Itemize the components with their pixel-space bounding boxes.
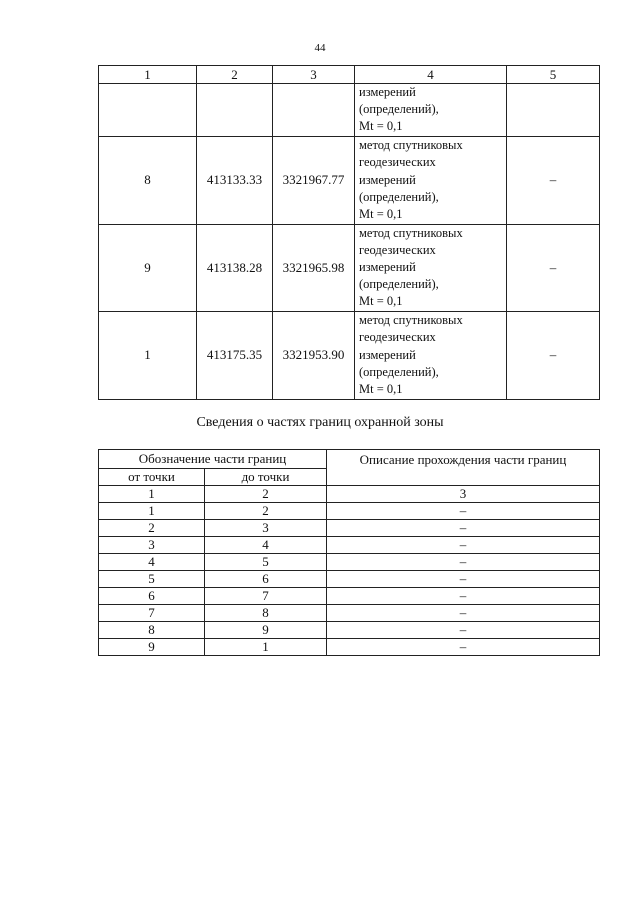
parts-header-row xyxy=(99,450,600,469)
x-cell: 413133.33 xyxy=(197,136,273,224)
column-header: 1 xyxy=(99,66,197,84)
table-row: 9 1 – xyxy=(99,639,600,656)
method-cell: метод спутниковых геодезических измерений (определений), Mt = 0,1 xyxy=(355,224,507,311)
section-title: Сведения о частях границ охранной зоны xyxy=(196,415,444,430)
note-cell: – xyxy=(507,136,600,224)
table-row: 3 4 – xyxy=(99,537,600,554)
table-row xyxy=(99,84,600,137)
y-cell: 3321965.98 xyxy=(273,224,355,311)
method-cell: метод спутниковых геодезических измерений (определений), Mt = 0,1 xyxy=(355,136,507,224)
table-row: 6 7 – xyxy=(99,588,600,605)
column-header: 4 xyxy=(355,66,507,84)
to-point-header: до точки xyxy=(205,469,327,486)
method-cell: метод спутниковых геодезических измерений (определений), Mt = 0,1 xyxy=(355,311,507,399)
index-row: 1 2 3 xyxy=(99,486,600,503)
table-row: 5 6 – xyxy=(99,571,600,588)
table-row: 1 2 – xyxy=(99,503,600,520)
table-row: 4 5 – xyxy=(99,554,600,571)
point-cell: 1 xyxy=(99,311,197,399)
table-row xyxy=(99,311,600,399)
note-cell: – xyxy=(507,224,600,311)
method-cell: измерений (определений), Mt = 0,1 xyxy=(355,84,507,137)
designation-header: Обозначение части границ xyxy=(99,450,327,469)
boundary-parts-table xyxy=(98,449,600,656)
table-row: 7 8 – xyxy=(99,605,600,622)
y-cell: 3321967.77 xyxy=(273,136,355,224)
point-cell: 9 xyxy=(99,224,197,311)
description-header: Описание прохождения части границ xyxy=(327,450,600,486)
note-cell: – xyxy=(507,311,600,399)
table-row xyxy=(99,224,600,311)
coordinates-table xyxy=(98,65,600,400)
y-cell: 3321953.90 xyxy=(273,311,355,399)
column-header: 2 xyxy=(197,66,273,84)
table-row: 8 9 – xyxy=(99,622,600,639)
table-row: 2 3 – xyxy=(99,520,600,537)
point-cell: 8 xyxy=(99,136,197,224)
coordinates-header-row xyxy=(99,66,600,84)
table-row xyxy=(99,136,600,224)
column-header: 5 xyxy=(507,66,600,84)
x-cell: 413175.35 xyxy=(197,311,273,399)
x-cell: 413138.28 xyxy=(197,224,273,311)
column-header: 3 xyxy=(273,66,355,84)
from-point-header: от точки xyxy=(99,469,205,486)
page-number: 44 xyxy=(314,42,326,54)
